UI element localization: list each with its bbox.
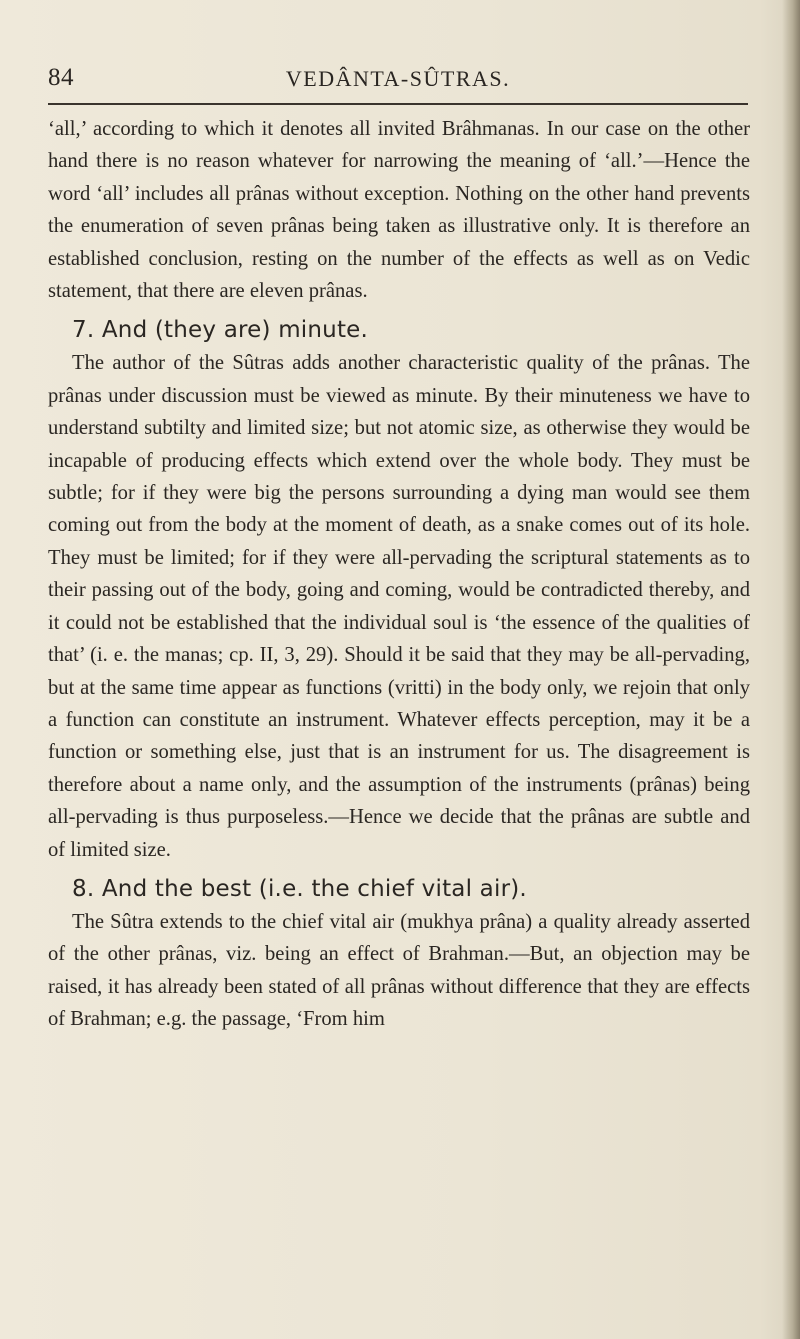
header-rule (48, 103, 748, 105)
sutra-heading-8: 8. And the best (i.e. the chief vital air). (72, 875, 527, 902)
running-head: VEDÂNTA-SÛTRAS. (285, 66, 511, 91)
sutra-heading-7: 7. And (they are) minute. (72, 317, 369, 344)
page-number: 84 (48, 64, 74, 91)
paragraph-sutra-7-commentary: The author of the Sûtras adds another characteristic quality of the prânas. The prânas under discussion must be viewed as minute. By their minuteness we have to understand subtilty and limited size; but not atomic size, as otherwise they would be incapable of producing effects which extend over the whole body. They must be subtle; for if they were big the persons surrounding a dying man would see them coming out from the body at the moment of death, as a snake comes out of its hole. They must be limited; for if they were all-pervading the scriptural statements as to their passing out of the body, going and coming, would be contradicted thereby, and it could not be established that the individual soul is ‘the essence of the qualities of that’ (i. e. the manas; cp. II, 3, 29). Should it be said that they may be all-pervading, but at the same time appear as functions (vritti) in the body only, we rejoin that only a function can constitute an instrument. Whatever effects perception, may it be a function or something else, just that is an instrument for us. The disagreement is therefore about a name only, and the assumption of the instruments (prânas) being all-pervading is thus purposeless.—Hence we decide that the prânas are subtle and of limited size. (48, 352, 750, 861)
page-header (48, 60, 748, 100)
body-text (48, 113, 750, 1036)
paragraph-sutra-8-commentary: The Sûtra extends to the chief vital air (mukhya prâna) a quality already asserted of the other prânas, viz. being an effect of Brahman.—But, an objection may be raised, it has already been stated of all prânas without difference that they are effects of Brahman; e.g. the passage, ‘From him (48, 910, 750, 1031)
paragraph-continuation: ‘all,’ according to which it denotes all invited Brâhmanas. In our case on the other hand there is no reason whatever for narrowing the meaning of ‘all.’—Hence the word ‘all’ includes all prânas without exception. Nothing on the other hand prevents the enumeration of seven prânas being taken as illustrative only. It is therefore an established conclusion, resting on the number of the effects as well as on Vedic statement, that there are eleven prânas. (48, 118, 750, 303)
page-edge-shadow (782, 0, 800, 1339)
